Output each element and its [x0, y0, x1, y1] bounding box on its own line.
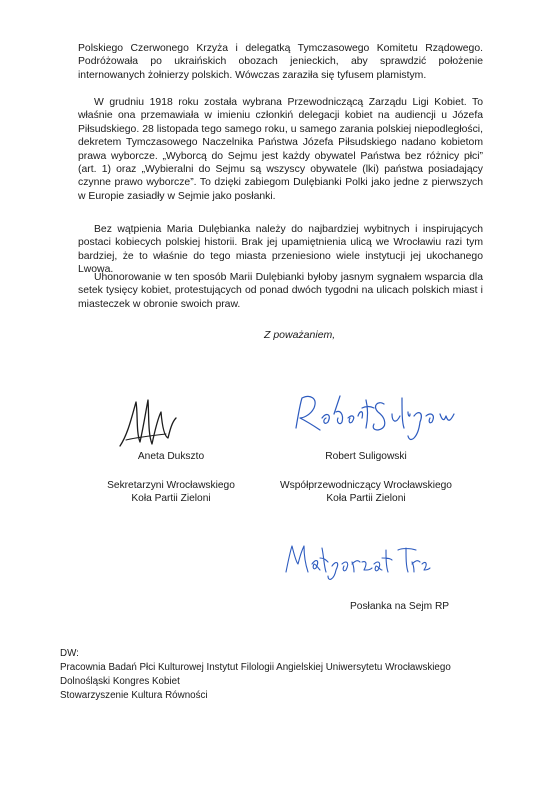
paragraph-1 [78, 42, 483, 82]
signatory-aneta [96, 450, 246, 505]
signatory-aneta-role-1: Sekretarzyni Wrocławskiego [107, 480, 235, 491]
signatory-robert-role-2: Koła Partii Zieloni [326, 493, 406, 504]
signatory-malgorzata-role: Posłanka na Sejm RP [350, 601, 450, 612]
paragraph-1-text: Polskiego Czerwonego Krzyża i delegatką Tymczasowego Komitetu Rządowego. Podróżowała po ukraińskich obozach jenieckich, aby sprawdzić położenie internowanych żołnierzy polskich. Wówczas zaraziła się tyfusem plamistym. [78, 43, 483, 81]
dw-item-3: Stowarzyszenie Kultura Równości [60, 690, 208, 701]
signatory-robert-name: Robert Suligowski [325, 451, 407, 462]
signatory-aneta-name: Aneta Dukszto [137, 451, 205, 462]
dw-item-1: Pracownia Badań Płci Kulturowej Instytut Filologii Angielskiej Uniwersytetu Wrocławskiego [60, 662, 451, 673]
signatory-robert [278, 450, 454, 505]
dw-section [60, 647, 451, 703]
dw-item-2: Dolnośląski Kongres Kobiet [60, 676, 180, 687]
paragraph-4 [78, 271, 483, 311]
paragraph-4-text: Uhonorowanie w ten sposób Marii Dulębianki byłoby jasnym sygnałem wsparcia dla setek tysięcy kobiet, protestujących od ponad dwóch tygodni na ulicach polskich miast i miasteczek w obronie swoich praw. [78, 272, 483, 310]
paragraph-3-text: Bez wątpienia Maria Dulębianka należy do najbardziej wybitnych i inspirujących postaci kobiecych polskiej historii. Brak jej upamiętnienia ulicą we Wrocławiu razi tym bardziej, że to właśnie do tego miasta przeniesiono wiele instytucji jej ukochanego Lwowa. [78, 224, 483, 276]
paragraph-2 [78, 96, 483, 203]
signatory-aneta-role-2: Koła Partii Zieloni [131, 493, 211, 504]
signature-robert [292, 388, 462, 448]
closing-salutation: Z poważaniem, [264, 329, 336, 341]
dw-label: DW: [60, 648, 79, 659]
paragraph-2-text: W grudniu 1918 roku została wybrana Przewodniczącą Zarządu Ligi Kobiet. To właśnie ona przemawiała w imieniu członkiń delegacji kobiet na audiencji u Józefa Piłsudskiego. 28 listopada tego samego roku, u samego zarania polskiej niepodległości, dekretem Tymczasowego Naczelnika Państwa Józefa Piłsudskiego nadano kobietom prawa wyborcze. „Wyborcą do Sejmu jest każdy obywatel Państwa bez różnicy płci” (art. 1) oraz „Wybieralni do Sejmu są wszyscy obywatele (lki) państwa posiadający czynne prawo wyborcze”. To dzięki zabiegom Dulębianki Polki jako jedne z pierwszych w Europie zasiadły w Sejmie jako posłanki. [78, 97, 483, 202]
paragraph-3 [78, 223, 483, 277]
signature-malgorzata [282, 540, 432, 580]
signature-aneta [118, 394, 178, 454]
signatory-robert-role-1: Współprzewodniczący Wrocławskiego [280, 480, 452, 491]
